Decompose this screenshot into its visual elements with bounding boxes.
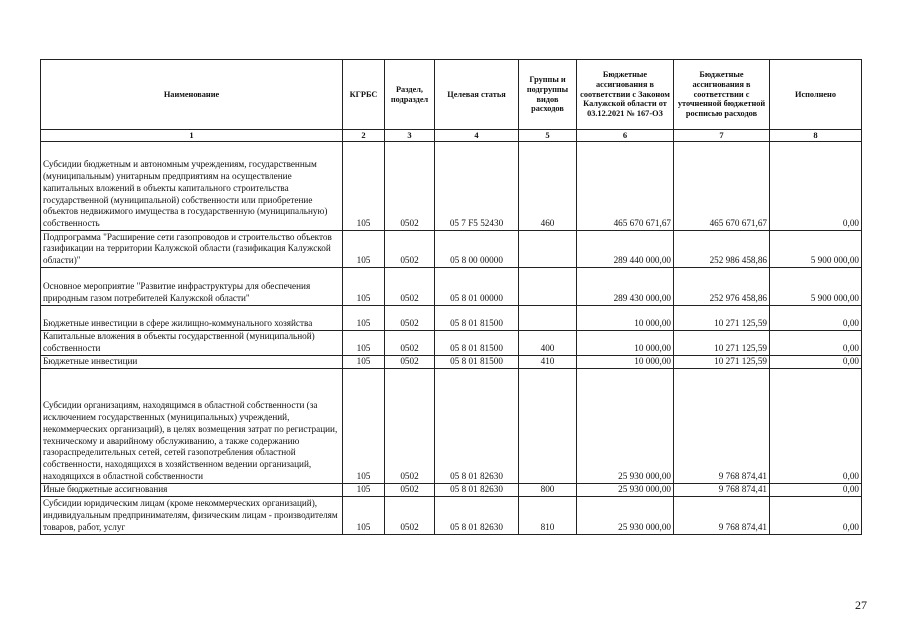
row-target-article: 05 8 01 81500 xyxy=(435,306,519,331)
row-name: Бюджетные инвестиции xyxy=(41,356,343,369)
row-executed: 0,00 xyxy=(770,306,862,331)
row-executed: 0,00 xyxy=(770,356,862,369)
row-refined-allocations: 465 670 671,67 xyxy=(674,142,770,231)
row-law-allocations: 10 000,00 xyxy=(577,331,674,356)
page-number: 27 xyxy=(855,598,867,612)
row-law-allocations: 10 000,00 xyxy=(577,306,674,331)
row-executed: 5 900 000,00 xyxy=(770,268,862,306)
header-expense-group: Группы и подгруппы видов расходов xyxy=(519,60,577,130)
table-row xyxy=(41,268,862,306)
row-expense-group xyxy=(519,231,577,268)
row-expense-group: 400 xyxy=(519,331,577,356)
table-row xyxy=(41,356,862,369)
budget-table xyxy=(40,59,862,535)
row-expense-group: 800 xyxy=(519,483,577,496)
row-target-article: 05 8 01 82630 xyxy=(435,368,519,483)
row-law-allocations: 289 430 000,00 xyxy=(577,268,674,306)
row-refined-allocations: 252 976 458,86 xyxy=(674,268,770,306)
row-expense-group: 410 xyxy=(519,356,577,369)
row-section: 0502 xyxy=(385,142,435,231)
row-kgrbs: 105 xyxy=(343,142,385,231)
row-executed: 5 900 000,00 xyxy=(770,231,862,268)
row-law-allocations: 289 440 000,00 xyxy=(577,231,674,268)
row-section: 0502 xyxy=(385,368,435,483)
row-target-article: 05 8 01 82630 xyxy=(435,496,519,534)
row-section: 0502 xyxy=(385,331,435,356)
column-number: 1 xyxy=(41,130,343,142)
row-refined-allocations: 10 271 125,59 xyxy=(674,356,770,369)
table-row xyxy=(41,231,862,268)
header-kgrbs: КГРБС xyxy=(343,60,385,130)
row-refined-allocations: 10 271 125,59 xyxy=(674,306,770,331)
column-number: 4 xyxy=(435,130,519,142)
column-number: 6 xyxy=(577,130,674,142)
header-section: Раздел, подраздел xyxy=(385,60,435,130)
table-row xyxy=(41,483,862,496)
row-law-allocations: 25 930 000,00 xyxy=(577,483,674,496)
row-kgrbs: 105 xyxy=(343,268,385,306)
row-expense-group: 460 xyxy=(519,142,577,231)
row-name: Подпрограмма "Расширение сети газопроводов и строительство объектов газификации на территории Калужской области (газификация Калужской области)" xyxy=(41,231,343,268)
column-number: 3 xyxy=(385,130,435,142)
header-target-article: Целевая статья xyxy=(435,60,519,130)
row-law-allocations: 465 670 671,67 xyxy=(577,142,674,231)
row-name: Субсидии организациям, находящимся в областной собственности (за исключением государственных (муниципальных) учреждений, некоммерческих организаций), в целях возмещения затрат по регистрации, техническому и аварийному обслуживанию, а также содержанию газораспределительных сетей, сетей газопотребления областной собственности, находящихся в хозяйственном ведении организаций, находящихся в областной собственности xyxy=(41,368,343,483)
column-number: 7 xyxy=(674,130,770,142)
table-row xyxy=(41,306,862,331)
header-row xyxy=(41,60,862,130)
row-kgrbs: 105 xyxy=(343,483,385,496)
row-target-article: 05 8 01 82630 xyxy=(435,483,519,496)
column-number-row xyxy=(41,130,862,142)
table-row xyxy=(41,496,862,534)
row-refined-allocations: 9 768 874,41 xyxy=(674,483,770,496)
row-target-article: 05 8 00 00000 xyxy=(435,231,519,268)
header-law-allocations: Бюджетные ассигнования в соответствии с Законом Калужской области от 03.12.2021 № 167-ОЗ xyxy=(577,60,674,130)
row-section: 0502 xyxy=(385,306,435,331)
row-kgrbs: 105 xyxy=(343,496,385,534)
header-name: Наименование xyxy=(41,60,343,130)
table-row xyxy=(41,142,862,231)
row-law-allocations: 25 930 000,00 xyxy=(577,496,674,534)
row-target-article: 05 8 01 81500 xyxy=(435,331,519,356)
row-expense-group xyxy=(519,268,577,306)
row-kgrbs: 105 xyxy=(343,331,385,356)
row-expense-group xyxy=(519,306,577,331)
row-law-allocations: 25 930 000,00 xyxy=(577,368,674,483)
row-executed: 0,00 xyxy=(770,483,862,496)
row-section: 0502 xyxy=(385,268,435,306)
row-executed: 0,00 xyxy=(770,368,862,483)
row-target-article: 05 7 F5 52430 xyxy=(435,142,519,231)
row-expense-group xyxy=(519,368,577,483)
row-kgrbs: 105 xyxy=(343,306,385,331)
row-executed: 0,00 xyxy=(770,331,862,356)
row-refined-allocations: 9 768 874,41 xyxy=(674,496,770,534)
row-kgrbs: 105 xyxy=(343,368,385,483)
column-number: 8 xyxy=(770,130,862,142)
table-row xyxy=(41,368,862,483)
row-name: Основное мероприятие "Развитие инфраструктуры для обеспечения природным газом потребителей Калужской области" xyxy=(41,268,343,306)
row-refined-allocations: 10 271 125,59 xyxy=(674,331,770,356)
header-refined-allocations: Бюджетные ассигнования в соответствии с уточненной бюджетной росписью расходов xyxy=(674,60,770,130)
row-name: Субсидии юридическим лицам (кроме некоммерческих организаций), индивидуальным предпринимателям, физическим лицам - производителям товаров, работ, услуг xyxy=(41,496,343,534)
row-refined-allocations: 9 768 874,41 xyxy=(674,368,770,483)
table-row xyxy=(41,331,862,356)
row-target-article: 05 8 01 00000 xyxy=(435,268,519,306)
row-law-allocations: 10 000,00 xyxy=(577,356,674,369)
row-name: Капитальные вложения в объекты государственной (муниципальной) собственности xyxy=(41,331,343,356)
row-executed: 0,00 xyxy=(770,496,862,534)
row-expense-group: 810 xyxy=(519,496,577,534)
row-section: 0502 xyxy=(385,356,435,369)
row-executed: 0,00 xyxy=(770,142,862,231)
row-section: 0502 xyxy=(385,483,435,496)
column-number: 5 xyxy=(519,130,577,142)
row-name: Иные бюджетные ассигнования xyxy=(41,483,343,496)
row-target-article: 05 8 01 81500 xyxy=(435,356,519,369)
row-section: 0502 xyxy=(385,231,435,268)
row-name: Бюджетные инвестиции в сфере жилищно-коммунального хозяйства xyxy=(41,306,343,331)
header-executed: Исполнено xyxy=(770,60,862,130)
row-kgrbs: 105 xyxy=(343,231,385,268)
row-name: Субсидии бюджетным и автономным учреждениям, государственным (муниципальным) унитарным предприятиям на осуществление капитальных вложений в объекты капитального строительства государственной (муниципальной) собственности или приобретение объектов недвижимого имущества в государственную (муниципальную) собственность xyxy=(41,142,343,231)
column-number: 2 xyxy=(343,130,385,142)
row-refined-allocations: 252 986 458,86 xyxy=(674,231,770,268)
row-kgrbs: 105 xyxy=(343,356,385,369)
row-section: 0502 xyxy=(385,496,435,534)
